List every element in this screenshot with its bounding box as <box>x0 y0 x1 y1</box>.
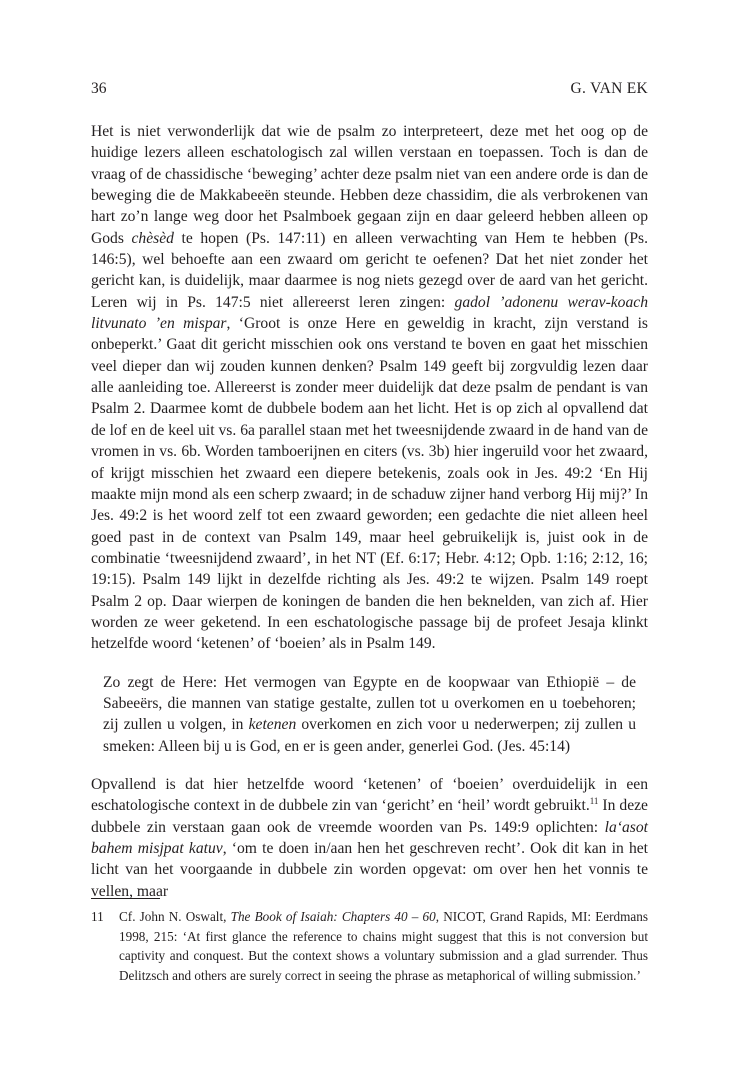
italic-text: la‘asot bahem misjpat katuv <box>91 818 648 857</box>
text-run: te hopen (Ps. 147:11) en alleen verwachting van Hem te hebben (Ps. 146:5), wel behoefte aan een zwaard om gericht te oefenen? Dat het niet zonder het gericht kan, is duidelijk, maar daarmee is nog niets gezegd over de aard van het gericht. Leren wij in Ps. 147:5 niet allereerst leren zingen: <box>91 229 648 311</box>
italic-text: chèsèd <box>131 229 174 247</box>
page-number: 36 <box>91 80 107 97</box>
footnote-number: 11 <box>91 909 104 924</box>
text-run: Het is niet verwonderlijk dat wie de psalm zo interpreteert, deze met het oog op de huidige lezers alleen eschatologisch zal willen verstaan en toepassen. Toch is dan de vraag of de chassidische ‘beweging’ achter deze psalm niet van een andere orde is dan de beweging die de Makkabeeën steunde. Hebben deze chassidim, die als verbrokenen van hart zo’n lange weg door het Psalmboek gegaan zijn en daar geleerd hebben alleen op Gods <box>91 123 648 247</box>
text-run: , ‘om te doen in/aan hen het geschreven recht’. Ook dit kan in het licht van het voorgaande in dubbele zin worden opgevat: om over hen het vonnis te vellen, maar <box>91 840 648 900</box>
text-run: Opvallend is dat hier hetzelfde woord ‘ketenen’ of ‘boeien’ overduidelijk in een eschatologische context in de dubbele zin van ‘gericht’ en ‘heil’ wordt gebruikt. <box>91 775 648 815</box>
block-quote <box>103 672 636 757</box>
footnote-text <box>119 907 648 985</box>
text-run: , ‘Groot is onze Here en geweldig in kracht, zijn verstand is onbeperkt.’ Gaat dit gericht misschien ook ons verstand te boven en gaat het misschien veel dieper dan wij zouden kunnen denken? Psalm 149 geeft bij zorgvuldig lezen daar alle aanleiding toe. Allereerst is zonder meer duidelijk dat deze psalm de pendant is van Psalm 2. Daarmee komt de dubbele bodem aan het licht. Het is op zich al opvallend dat de lof en de keel uit vs. 6a parallel staan met het tweesnijdende zwaard in de hand van de vromen in vs. 6b. Worden tamboerijnen en citers (vs. 3b) hier ingeruild voor het zwaard, of krijgt misschien het zwaard een diepere betekenis, zoals ook in Jes. 49:2 ‘En Hij maakte mijn mond als een scherp zwaard; in de schaduw zijner hand verborg Hij mij?’ In Jes. 49:2 is het woord zelf tot een zwaard geworden; een gedachte die niet alleen heel goed past in de context van Psalm 149, maar heel gebruikelijk is, juist ook in de combinatie ‘tweesnijdend zwaard’, in het NT (Ef. 6:17; Hebr. 4:12; Opb. 1:16; 2:12, 16; 19:15). Psalm 149 lijkt in dezelfde richting als Jes. 49:2 te wijzen. Psalm 149 roept Psalm 2 op. Daar wierpen de koningen de banden die hen beknelden, van zich af. Hier worden ze weer geketend. In een eschatologische passage bij de profeet Jesaja klinkt hetzelfde woord ‘ketenen’ of ‘boeien’ als in Psalm 149. <box>91 315 648 653</box>
text-run: Cf. John N. Oswalt, <box>119 909 231 924</box>
page-header <box>91 80 648 100</box>
text-run: Zo zegt de Here: Het vermogen van Egypte en de koopwaar van Ethiopië – de Sabeeërs, die mannen van statige gestalte, zullen tot u overkomen en u toebehoren; zij zullen u volgen, in <box>103 673 636 734</box>
text-run: overkomen en zich voor u nederwerpen; zij zullen u smeken: Alleen bij u is God, en er is geen ander, generlei God. (Jes. 45:14) <box>103 716 636 755</box>
italic-text: The Book of Isaiah: Chapters 40 – 60 <box>230 909 436 924</box>
italic-text: ketenen <box>248 716 297 734</box>
italic-text: gadol ’adonenu werav-koach litvunato ’en mispar <box>91 293 648 333</box>
footnote-rule <box>91 898 160 899</box>
text-run: In deze dubbele zin verstaan gaan ook de vreemde woorden van Ps. 149:9 oplichten: <box>91 797 648 836</box>
paragraph-2 <box>91 774 648 902</box>
footnote <box>91 907 648 985</box>
body-text <box>91 121 648 902</box>
text-run: , NICOT, Grand Rapids, MI: Eerdmans 1998, 215: ‘At first glance the reference to chains might suggest that this is not conversion but captivity and conquest. But the context shows a voluntary submission and a glad surrender. Thus Delitzsch and others are surely correct in seeing the phrase as metaphorical of willing submission.’ <box>119 909 648 983</box>
footnote-ref: 11 <box>589 796 599 807</box>
paragraph-1 <box>91 121 648 655</box>
running-head: G. VAN EK <box>570 80 648 97</box>
